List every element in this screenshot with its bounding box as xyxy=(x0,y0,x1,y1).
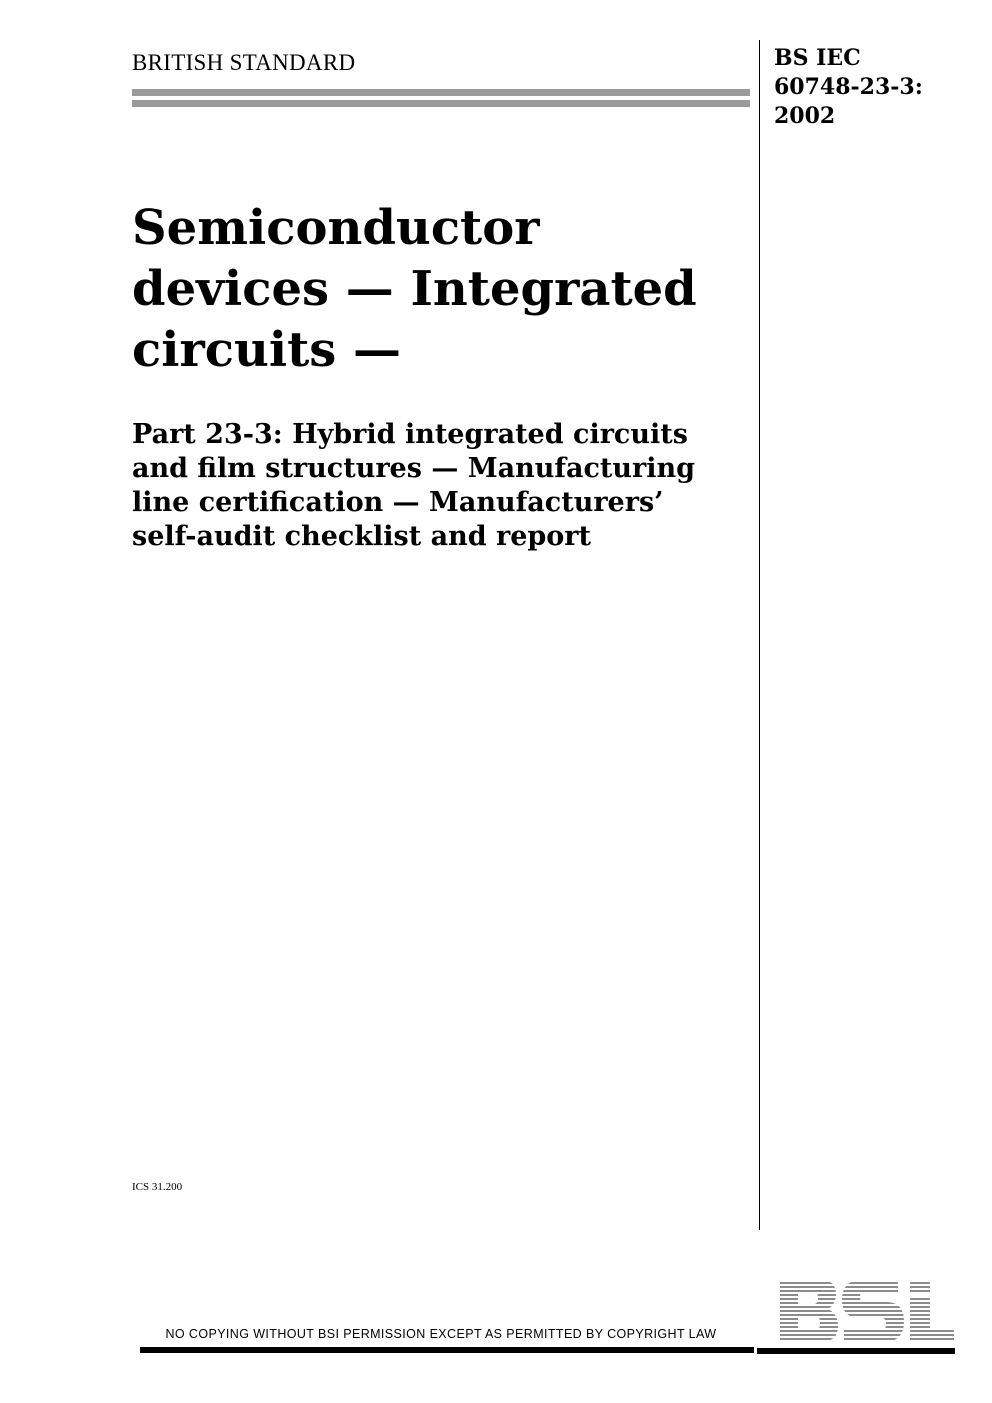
header-rule-top xyxy=(132,89,750,96)
vertical-divider xyxy=(759,40,760,1230)
logo-letter-i-dot xyxy=(910,1280,930,1292)
logo-letter-b xyxy=(780,1280,838,1342)
subtitle-line: and film structures — Manufacturing xyxy=(132,453,696,484)
title-line: Semiconductor xyxy=(132,200,540,256)
logo-letter-i-stem xyxy=(910,1298,930,1342)
bsi-logo xyxy=(780,1278,954,1344)
footer-rule xyxy=(140,1347,754,1353)
ics-code: ICS 31.200 xyxy=(132,1181,183,1193)
document-title xyxy=(132,198,752,381)
logo-letter-i-foot xyxy=(930,1330,954,1342)
document-type-label: BRITISH STANDARD xyxy=(132,50,356,75)
logo-rule xyxy=(757,1348,955,1354)
header-rule-bottom xyxy=(132,100,750,107)
copyright-notice: NO COPYING WITHOUT BSI PERMISSION EXCEPT AS PERMITTED BY COPYRIGHT LAW xyxy=(165,1327,717,1341)
document-subtitle xyxy=(132,418,752,554)
title-line: devices — Integrated xyxy=(132,261,697,317)
standard-number-line: 2002 xyxy=(774,103,836,129)
title-line: circuits — xyxy=(132,322,402,378)
standard-number-line: 60748-23-3: xyxy=(774,74,923,100)
subtitle-line: Part 23-3: Hybrid integrated circuits xyxy=(132,419,688,450)
standard-number-line: BS IEC xyxy=(774,45,861,71)
standard-number xyxy=(774,44,934,131)
subtitle-line: self-audit checklist and report xyxy=(132,521,591,552)
logo-letter-s xyxy=(842,1280,904,1342)
subtitle-line: line certification — Manufacturers’ xyxy=(132,487,664,518)
